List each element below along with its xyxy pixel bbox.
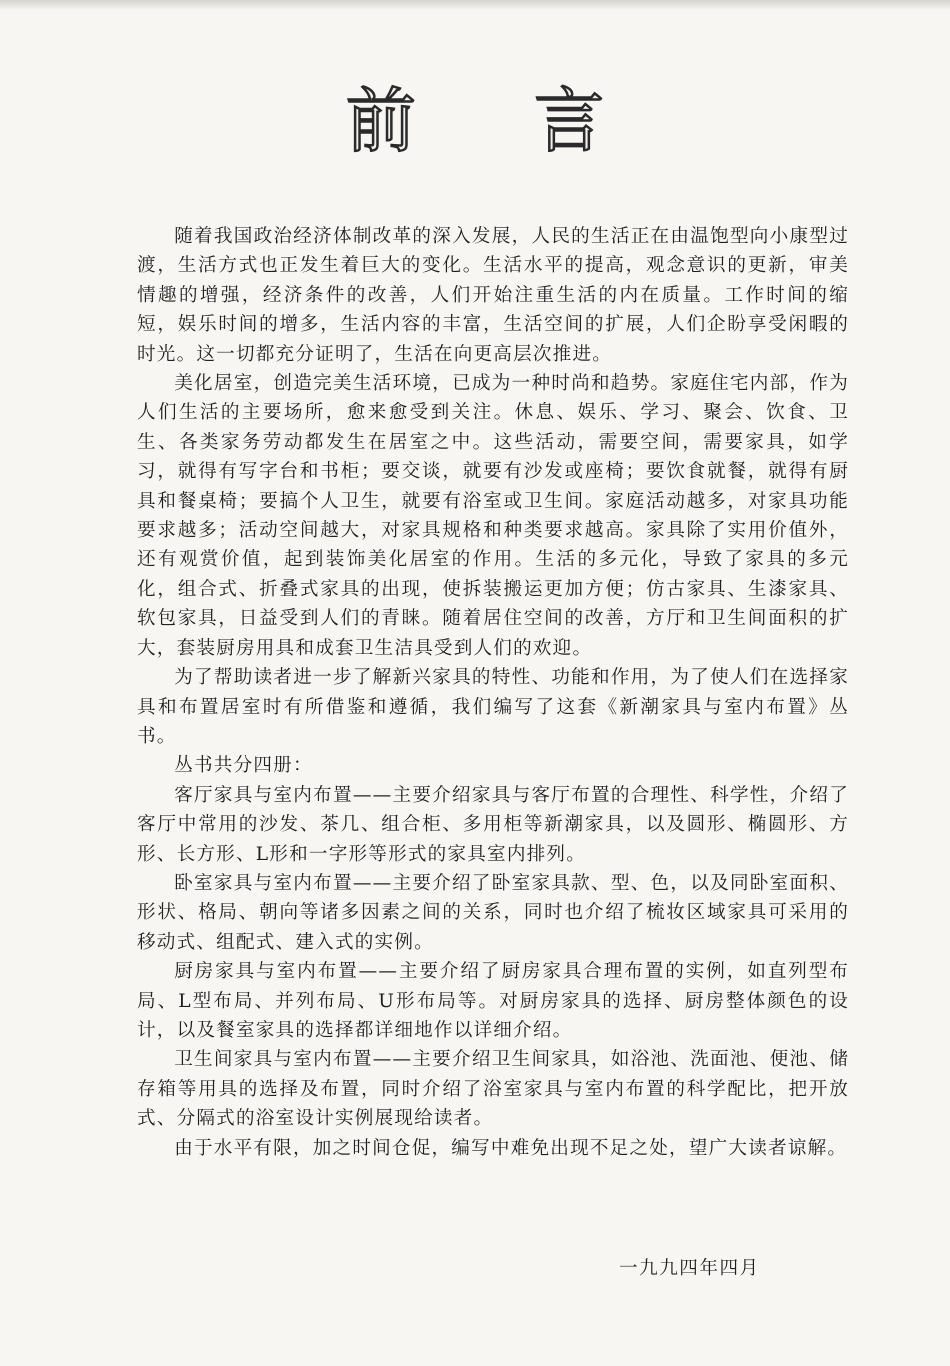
paragraph: 客厅家具与室内布置——主要介绍家具与客厅布置的合理性、科学性，介绍了客厅中常用的沙发、茶几、组合柜、多用柜等新潮家具，以及圆形、椭圆形、方形、长方形、L形和一字形等形式的家具室内排列。 — [137, 784, 849, 865]
page-top-edge — [0, 0, 950, 10]
paragraph: 卫生间家具与室内布置——主要介绍卫生间家具，如浴池、洗面池、便池、储存箱等用具的选择及布置，同时介绍了浴室家具与室内布置的科学配比，把开放式、分隔式的浴室设计实例展现给读者。 — [137, 1049, 849, 1130]
paragraph: 厨房家具与室内布置——主要介绍了厨房家具合理布置的实例，如直列型布局、L型布局、并列布局、U形布局等。对厨房家具的选择、厨房整体颜色的设计，以及餐室家具的选择都详细地作以详细介绍。 — [137, 961, 849, 1041]
paragraph: 随着我国政治经济体制改革的深入发展，人民的生活正在由温饱型向小康型过渡，生活方式也正发生着巨大的变化。生活水平的提高，观念意识的更新，审美情趣的增强，经济条件的改善，人们开始注重生活的内在质量。工作时间的缩短，娱乐时间的增多，生活内容的丰富，生活空间的扩展，人们企盼享受闲暇的时光。这一切都充分证明了，生活在向更高层次推进。 — [137, 226, 849, 365]
paragraph: 卧室家具与室内布置——主要介绍了卧室家具款、型、色，以及同卧室面积、形状、格局、朝向等诸多因素之间的关系，同时也介绍了梳妆区域家具可采用的移动式、组配式、建入式的实例。 — [137, 872, 849, 953]
paragraph: 美化居室，创造完美生活环境，已成为一种时尚和趋势。家庭住宅内部，作为人们生活的主要场所，愈来愈受到关注。休息、娱乐、学习、聚会、饮食、卫生、各类家务劳动都发生在居室之中。这些活动，需要空间，需要家具，如学习，就得有写字台和书柜；要交谈，就要有沙发或座椅；要饮食就餐，就得有厨具和餐桌椅；要搞个人卫生，就要有浴室或卫生间。家庭活动越多，对家具功能要求越多；活动空间越大，对家具规格和种类要求越高。家具除了实用价值外，还有观赏价值，起到装饰美化居室的作用。生活的多元化，导致了家具的多元化，组合式、折叠式家具的出现，使拆装搬运更加方便；仿古家具、生漆家具、软包家具，日益受到人们的青睐。随着居住空间的改善，方厅和卫生间面积的扩大，套装厨房用具和成套卫生洁具受到人们的欢迎。 — [137, 373, 849, 659]
paragraph: 为了帮助读者进一步了解新兴家具的特性、功能和作用，为了使人们在选择家具和布置居室时有所借鉴和遵循，我们编写了这套《新潮家具与室内布置》丛书。 — [137, 667, 849, 747]
date-signature: 一九九四年四月 — [619, 1258, 760, 1279]
paragraph: 丛书共分四册： — [174, 755, 313, 777]
preface-body — [137, 222, 849, 1163]
paragraph: 由于水平有限，加之时间仓促，编写中难免出现不足之处，望广大读者谅解。 — [174, 1137, 848, 1159]
page-title: 前 言 — [345, 80, 653, 162]
